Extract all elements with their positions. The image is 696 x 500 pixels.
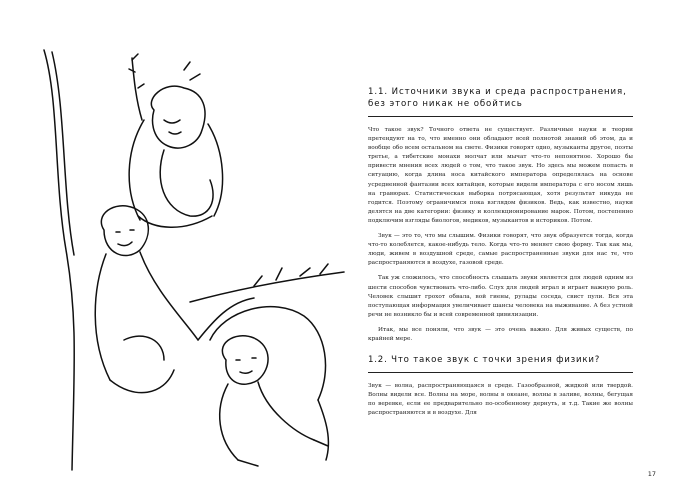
heading-rule — [368, 116, 633, 117]
section-heading-1-line2: без этого никак не обойтись — [368, 99, 523, 109]
paragraph: Итак, мы все поняли, что звук — это очень важно. Для живых существ, по крайней мере. — [368, 326, 633, 342]
heading-rule — [368, 372, 633, 373]
paragraph: Что такое звук? Точного ответа не существует. Различные науки и теории претендуют на то, что именно они обладают всей полнотой знаний об этом, да и вообще обо всем остальном на свете. Физики говорят одно, музыканты другое, поэты третье, а тибетские монахи молчат или мычат что-то непонятное. Хорошо бы привести мнения всех людей о том, что такое звук. Но здесь мы можем попасть в ситуацию, когда длина носа китайского императора определялась на основе усредненной фантазии всех китайцев, которые видели императора с его носом лишь на гравюрах. Статистическая выборка потрясающая, хотя результат никуда не годится. Поэтому ограничимся пока взглядом физиков. Ведь, как известно, науки делятся на две категории: физику и коллекционирование марок. Потом, постепенно подключим взгляды биологов, медиков, музыкантов и историков. Потом. — [368, 127, 633, 224]
branch — [190, 272, 344, 302]
paragraph: Так уж сложилось, что способность слышать звуки является для людей одним из шести способов чувствовать что-либо. Слух для людей играл и играет важную роль. Человек слышит грохот обвала, вой гиены, рулады соседа, свист пули. Вся эта поступающая информация увеличивает шансы человека на выживание. А без устной речи не возникло бы и всей современной цивилизации. — [368, 275, 633, 318]
section-heading-1-line1: 1.1. Источники звука и среда распространения, — [368, 87, 627, 97]
bottom-monkey — [210, 307, 328, 466]
top-monkey — [129, 62, 222, 227]
paragraph: Звук — это то, что мы слышим. Физики говорят, что звук образуется тогда, когда что-то колеблется, какое-нибудь тело. Когда что-то меняет свою форму. Так как мы, люди, живем в воздушной среде, самые распространенные звуки для нас те, что распространяются в воздухе, газовой среде. — [368, 233, 633, 267]
page-number: 17 — [647, 470, 656, 478]
left-vine — [44, 50, 74, 470]
monkeys-illustration — [14, 40, 354, 480]
section-heading-1 — [368, 86, 633, 110]
paragraph: Звук — волна, распространяющаяся в среде. Газообразной, жидкой или твердой. Волны видели все. Волны на море, волны в океане, волны в заливе, волны, бегущая по веревке, если ее предварительно по-особенному дернуть, и т.д. Такие же волны распространяются и в воздухе. Для — [368, 383, 633, 417]
text-column — [368, 86, 633, 418]
middle-monkey — [95, 206, 254, 393]
top-vine — [132, 58, 142, 120]
section-heading-2: 1.2. Что такое звук с точки зрения физики? — [368, 355, 601, 366]
